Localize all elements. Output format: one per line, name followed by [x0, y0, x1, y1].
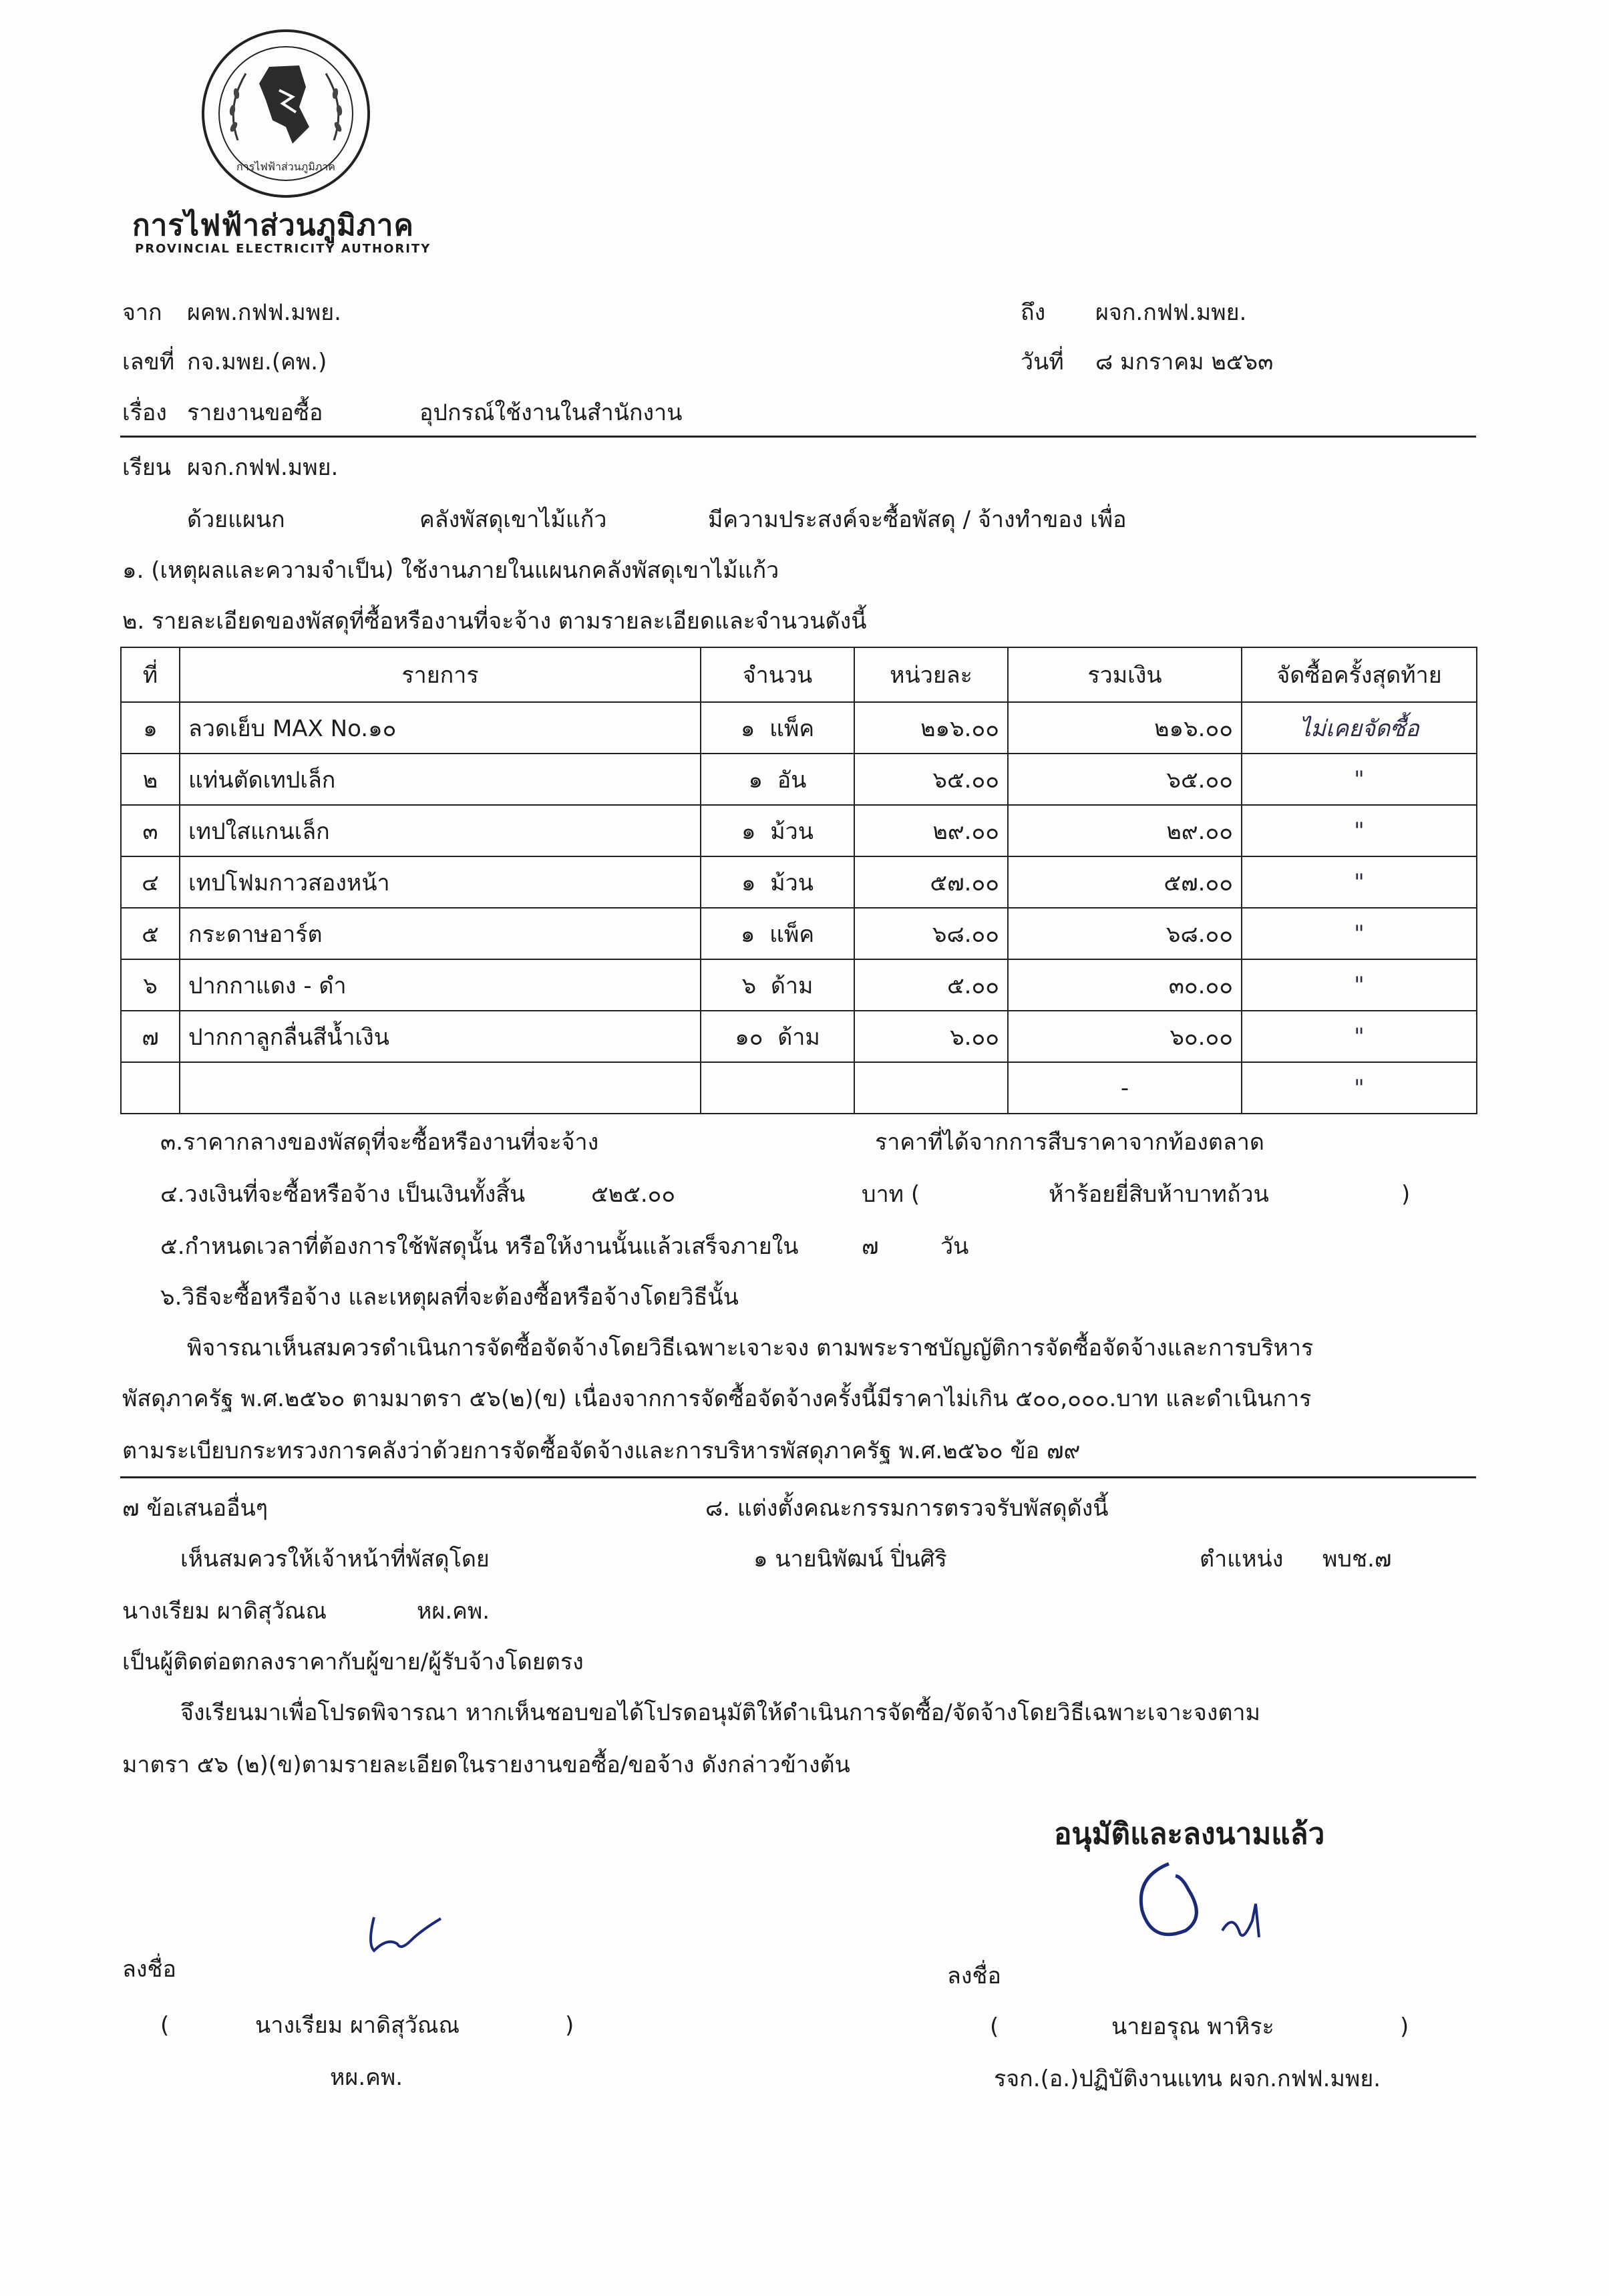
row-price: ๒๑๖.๐๐ — [854, 702, 1008, 754]
row-qty: ๑ แพ็ค — [701, 908, 854, 959]
justification-line-3: ตามระเบียบกระทรวงการคลังว่าด้วยการจัดซื้อจัดจ้างและการบริหารพัสดุภาครัฐ พ.ศ.๒๕๖๐ ข้อ ๗๙ — [122, 1438, 1081, 1464]
section-3-value: ราคาที่ได้จากการสืบราคาจากท้องตลาด — [875, 1129, 1264, 1156]
row-total: ๖๘.๐๐ — [1008, 908, 1242, 959]
row-last-purchase: ไม่เคยจัดซื้อ — [1242, 702, 1477, 754]
date-label: วันที่ — [1021, 349, 1064, 375]
seal-text: การไฟฟ้าส่วนภูมิภาค — [236, 160, 335, 173]
purpose-text: มีความประสงค์จะซื้อพัสดุ / จ้างทำของ เพื่อ — [708, 506, 1127, 533]
org-name-english: PROVINCIAL ELECTRICITY AUTHORITY — [135, 242, 431, 256]
row-no: ๗ — [121, 1011, 180, 1062]
days-unit: วัน — [940, 1233, 969, 1260]
col-qty: จำนวน — [701, 647, 854, 702]
committee-position: พบช.๗ — [1322, 1546, 1392, 1573]
officer-name: นางเรียม ผาดิสุวัณณ — [122, 1598, 327, 1625]
items-table — [120, 647, 1477, 1114]
row-last-purchase: " — [1242, 908, 1477, 959]
row-total: ๓๐.๐๐ — [1008, 959, 1242, 1011]
baht-label: บาท ( — [862, 1181, 920, 1208]
row-total: ๕๗.๐๐ — [1008, 856, 1242, 908]
table-row — [121, 856, 1477, 908]
row-item: ลวดเย็บ MAX No.๑๐ — [180, 702, 701, 754]
dept-value: คลังพัสดุเขาไม้แก้ว — [419, 506, 607, 533]
date-value: ๘ มกราคม ๒๕๖๓ — [1095, 349, 1274, 375]
committee-member: ๑ นายนิพัฒน์ ปิ่นศิริ — [753, 1546, 947, 1573]
row-no: ๒ — [121, 754, 180, 805]
row-no: ๕ — [121, 908, 180, 959]
table-row — [121, 754, 1477, 805]
section-4-label: ๔.วงเงินที่จะซื้อหรือจ้าง เป็นเงินทั้งสิ้น — [160, 1181, 526, 1208]
row-qty — [701, 1062, 854, 1114]
row-item: แท่นตัดเทปเล็ก — [180, 754, 701, 805]
row-item: ปากกาแดง - ดำ — [180, 959, 701, 1011]
row-item: เทปโฟมกาวสองหน้า — [180, 856, 701, 908]
to-value: ผจก.กฟฟ.มพย. — [1095, 299, 1247, 326]
requester-signature — [361, 1904, 454, 1964]
row-qty: ๑ ม้วน — [701, 856, 854, 908]
table-row — [121, 908, 1477, 959]
right-sign-label: ลงชื่อ — [947, 1963, 1001, 1989]
section-7-label: ๗ ข้อเสนออื่นๆ — [122, 1495, 268, 1522]
row-qty: ๖ ด้าม — [701, 959, 854, 1011]
table-row — [121, 805, 1477, 856]
row-qty: ๑ ม้วน — [701, 805, 854, 856]
org-name-thai: การไฟฟ้าส่วนภูมิภาค — [132, 208, 414, 242]
budget-amount: ๕๒๕.๐๐ — [591, 1181, 676, 1208]
row-item: กระดาษอาร์ต — [180, 908, 701, 959]
officer-position: หผ.คพ. — [417, 1598, 490, 1625]
from-label: จาก — [122, 299, 162, 326]
row-qty: ๑๐ ด้าม — [701, 1011, 854, 1062]
pea-seal-logo — [199, 27, 373, 200]
row-no — [121, 1062, 180, 1114]
col-no: ที่ — [121, 647, 180, 702]
left-close-paren: ) — [565, 2012, 574, 2039]
row-price: ๖.๐๐ — [854, 1011, 1008, 1062]
row-price: ๖๘.๐๐ — [854, 908, 1008, 959]
row-last-purchase: " — [1242, 1011, 1477, 1062]
doc-number-label: เลขที่ — [122, 349, 175, 375]
row-item: ปากกาลูกลื่นสีน้ำเงิน — [180, 1011, 701, 1062]
row-last-purchase: " — [1242, 959, 1477, 1011]
right-signer-position: รจก.(อ.)ปฏิบัติงานแทน ผจก.กฟฟ.มพย. — [994, 2066, 1381, 2092]
section-5-label: ๕.กำหนดเวลาที่ต้องการใช้พัสดุนั้น หรือให้งานนั้นแล้วเสร็จภายใน — [160, 1233, 799, 1260]
table-row — [121, 702, 1477, 754]
attn-value: ผจก.กฟฟ.มพย. — [187, 454, 339, 481]
approver-signature — [1122, 1850, 1296, 1964]
right-close-paren: ) — [1400, 2013, 1409, 2040]
row-total: ๖๕.๐๐ — [1008, 754, 1242, 805]
row-no: ๑ — [121, 702, 180, 754]
row-qty: ๑ อัน — [701, 754, 854, 805]
col-last-purchase: จัดซื้อครั้งสุดท้าย — [1242, 647, 1477, 702]
row-total: - — [1008, 1062, 1242, 1114]
justification-line-1: พิจารณาเห็นสมควรดำเนินการจัดซื้อจัดจ้างโดยวิธีเฉพาะเจาะจง ตามพระราชบัญญัติการจัดซื้อจัดจ้างและการบริหาร — [187, 1335, 1314, 1361]
justification-line-2: พัสดุภาครัฐ พ.ศ.๒๕๖๐ ตามมาตรา ๕๖(๒)(ข) เนื่องจากการจัดซื้อจัดจ้างครั้งนี้มีราคาไม่เกิน ๕๐๐,๐๐๐.บาท และดำเนินการ — [122, 1385, 1312, 1412]
table-row — [121, 959, 1477, 1011]
section-6-label: ๖.วิธีจะซื้อหรือจ้าง และเหตุผลที่จะต้องซื้อหรือจ้างโดยวิธีนั้น — [160, 1284, 739, 1311]
subject-a: รายงานขอซื้อ — [187, 399, 323, 426]
row-price: ๕๗.๐๐ — [854, 856, 1008, 908]
row-total: ๒๙.๐๐ — [1008, 805, 1242, 856]
position-label: ตำแหน่ง — [1200, 1546, 1284, 1573]
row-item — [180, 1062, 701, 1114]
subject-label: เรื่อง — [122, 399, 167, 426]
table-row — [121, 1011, 1477, 1062]
left-signer-position: หผ.คพ. — [330, 2064, 403, 2091]
row-item: เทปใสแกนเล็ก — [180, 805, 701, 856]
right-open-paren: ( — [990, 2013, 999, 2040]
col-total: รวมเงิน — [1008, 647, 1242, 702]
contact-line: เป็นผู้ติดต่อตกลงราคากับผู้ขาย/ผู้รับจ้างโดยตรง — [122, 1649, 584, 1675]
subject-b: อุปกรณ์ใช้งานในสำนักงาน — [419, 399, 683, 426]
row-qty: ๑ แพ็ค — [701, 702, 854, 754]
row-price: ๕.๐๐ — [854, 959, 1008, 1011]
row-total: ๒๑๖.๐๐ — [1008, 702, 1242, 754]
reason-line: ๑. (เหตุผลและความจำเป็น) ใช้งานภายในแผนกคลังพัสดุเขาไม้แก้ว — [122, 557, 779, 584]
doc-number: กจ.มพย.(คพ.) — [187, 349, 327, 375]
left-open-paren: ( — [160, 2012, 170, 2039]
delivery-days: ๗ — [862, 1233, 879, 1260]
row-last-purchase: " — [1242, 1062, 1477, 1114]
row-last-purchase: " — [1242, 805, 1477, 856]
to-label: ถึง — [1021, 299, 1046, 326]
from-value: ผคพ.กฟฟ.มพย. — [187, 299, 341, 326]
row-total: ๖๐.๐๐ — [1008, 1011, 1242, 1062]
table-row — [121, 1062, 1477, 1114]
col-item: รายการ — [180, 647, 701, 702]
section-divider — [120, 1476, 1476, 1478]
row-price: ๖๕.๐๐ — [854, 754, 1008, 805]
row-last-purchase: " — [1242, 856, 1477, 908]
row-no: ๓ — [121, 805, 180, 856]
table-header-row — [121, 647, 1477, 702]
row-price: ๒๙.๐๐ — [854, 805, 1008, 856]
attn-label: เรียน — [122, 454, 172, 481]
header-divider — [120, 436, 1476, 438]
right-signer-name: นายอรุณ พาหิระ — [1111, 2013, 1274, 2040]
closing-line-1: จึงเรียนมาเพื่อโปรดพิจารณา หากเห็นชอบขอได้โปรดอนุมัติให้ดำเนินการจัดซื้อ/จัดจ้างโดยวิธีเฉพาะเจาะจงตาม — [180, 1699, 1260, 1726]
section-7-text: เห็นสมควรให้เจ้าหน้าที่พัสดุโดย — [180, 1546, 490, 1573]
left-signer-name: นางเรียม ผาดิสุวัณณ — [255, 2012, 460, 2039]
dept-label: ด้วยแผนก — [187, 506, 285, 533]
row-no: ๖ — [121, 959, 180, 1011]
col-price: หน่วยละ — [854, 647, 1008, 702]
closing-line-2: มาตรา ๕๖ (๒)(ข)ตามรายละเอียดในรายงานขอซื้อ/ขอจ้าง ดังกล่าวข้างต้น — [122, 1752, 850, 1778]
row-price — [854, 1062, 1008, 1114]
row-last-purchase: " — [1242, 754, 1477, 805]
section-3-label: ๓.ราคากลางของพัสดุที่จะซื้อหรืองานที่จะจ้าง — [160, 1129, 599, 1156]
approved-stamp: อนุมัติและลงนามแล้ว — [1054, 1817, 1325, 1851]
budget-words: ห้าร้อยยี่สิบห้าบาทถ้วน — [1049, 1181, 1269, 1208]
left-sign-label: ลงชื่อ — [122, 1956, 176, 1983]
budget-close-paren: ) — [1401, 1181, 1411, 1208]
section-8-label: ๘. แต่งตั้งคณะกรรมการตรวจรับพัสดุดังนี้ — [705, 1495, 1109, 1522]
details-line: ๒. รายละเอียดของพัสดุที่ซื้อหรืองานที่จะจ้าง ตามรายละเอียดและจำนวนดังนี้ — [122, 608, 867, 635]
row-no: ๔ — [121, 856, 180, 908]
